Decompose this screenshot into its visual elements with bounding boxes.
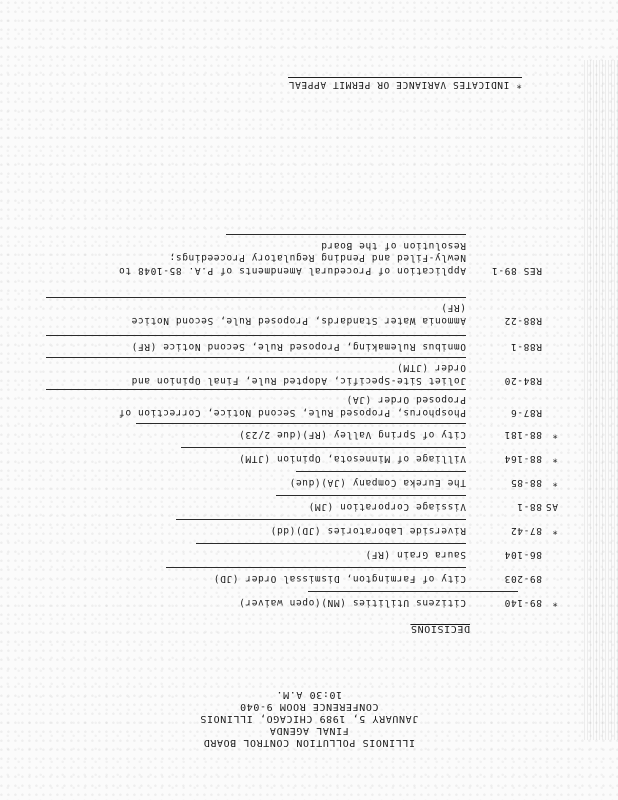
case-number: 88-181	[504, 429, 542, 440]
signature-rule	[46, 297, 466, 298]
signature-rule	[226, 235, 466, 236]
case-description: Villiage of Minnesota, Opinion (JTM)	[238, 453, 466, 464]
signature-rule	[166, 568, 466, 569]
case-description: Ammonia Water Standards, Proposed Rule, Second Notice (RF)	[131, 302, 466, 326]
case-description: Application of Procedural Amendments of P.A. 85-1048 to Newly-Filed and Pending Regulatory Proceedings; Resolution of the Board	[118, 240, 466, 276]
meeting-time: 10:30 A.M.	[275, 689, 343, 700]
case-number: 89-203	[504, 573, 542, 584]
case-number: 88-164	[504, 453, 542, 464]
case-number: R84-20	[504, 375, 542, 386]
signature-rule	[136, 424, 466, 425]
case-number: 89-140	[504, 597, 542, 608]
signature-rule	[181, 448, 466, 449]
case-number: 87-42	[510, 525, 542, 536]
meeting-room: CONFERENCE ROOM 9-040	[239, 701, 379, 712]
case-description: Vissiage Corporation (JM)	[308, 501, 466, 512]
signature-rule	[196, 544, 466, 545]
signature-rule	[46, 389, 466, 390]
signature-rule	[176, 520, 466, 521]
appeal-marker: *	[551, 525, 558, 536]
meeting-date-location: JANUARY 5, 1989 CHICAGO, ILLINOIS	[199, 713, 419, 724]
case-number: 86-104	[504, 549, 542, 560]
signature-rule	[46, 336, 466, 337]
case-description: City of Spring Valley (RF)(due 2/23)	[238, 429, 466, 440]
appeal-marker: *	[551, 477, 558, 488]
case-description: Omnibus Rulemaking, Proposed Rule, Second Notice (RF)	[131, 341, 466, 352]
board-name: ILLINOIS POLLUTION CONTROL BOARD	[203, 737, 415, 748]
case-description: Riverside Laboratories (JD)(dd)	[270, 525, 466, 536]
case-number: R88-1	[510, 341, 542, 352]
case-number: 88-85	[510, 477, 542, 488]
appeal-marker: *	[551, 597, 558, 608]
signature-rule	[308, 592, 518, 593]
appeal-marker: *	[551, 429, 558, 440]
appeal-marker: AS	[545, 501, 558, 512]
case-description: Saura Grain (RF)	[364, 549, 466, 560]
case-description: Phosphorus, Proposed Rule, Second Notice, Correction of Proposed Order (JA)	[118, 394, 466, 418]
footnote: * INDICATES VARIANCE OR PERMIT APPEAL	[288, 79, 522, 90]
case-number: R88-22	[504, 315, 542, 326]
case-number: R87-6	[510, 407, 542, 418]
signature-rule	[276, 496, 466, 497]
case-description: The Eureka Company (JA)(due)	[289, 477, 466, 488]
case-number: 88-1	[516, 501, 542, 512]
agenda-title: FINAL AGENDA	[269, 725, 349, 736]
decisions-heading: DECISIONS	[410, 623, 470, 634]
case-number: RES 89-1	[491, 265, 542, 276]
signature-rule	[296, 472, 466, 473]
signature-rule	[46, 357, 466, 358]
case-description: Joliet Site-Specific, Adopted Rule, Final Opinion and Order (JTM)	[131, 362, 466, 386]
case-description: City of Farmington, Dismissal Order (JD)	[213, 573, 466, 584]
case-description: Citizens Utilities (MN)(open waiver)	[238, 597, 466, 608]
appeal-marker: *	[551, 453, 558, 464]
